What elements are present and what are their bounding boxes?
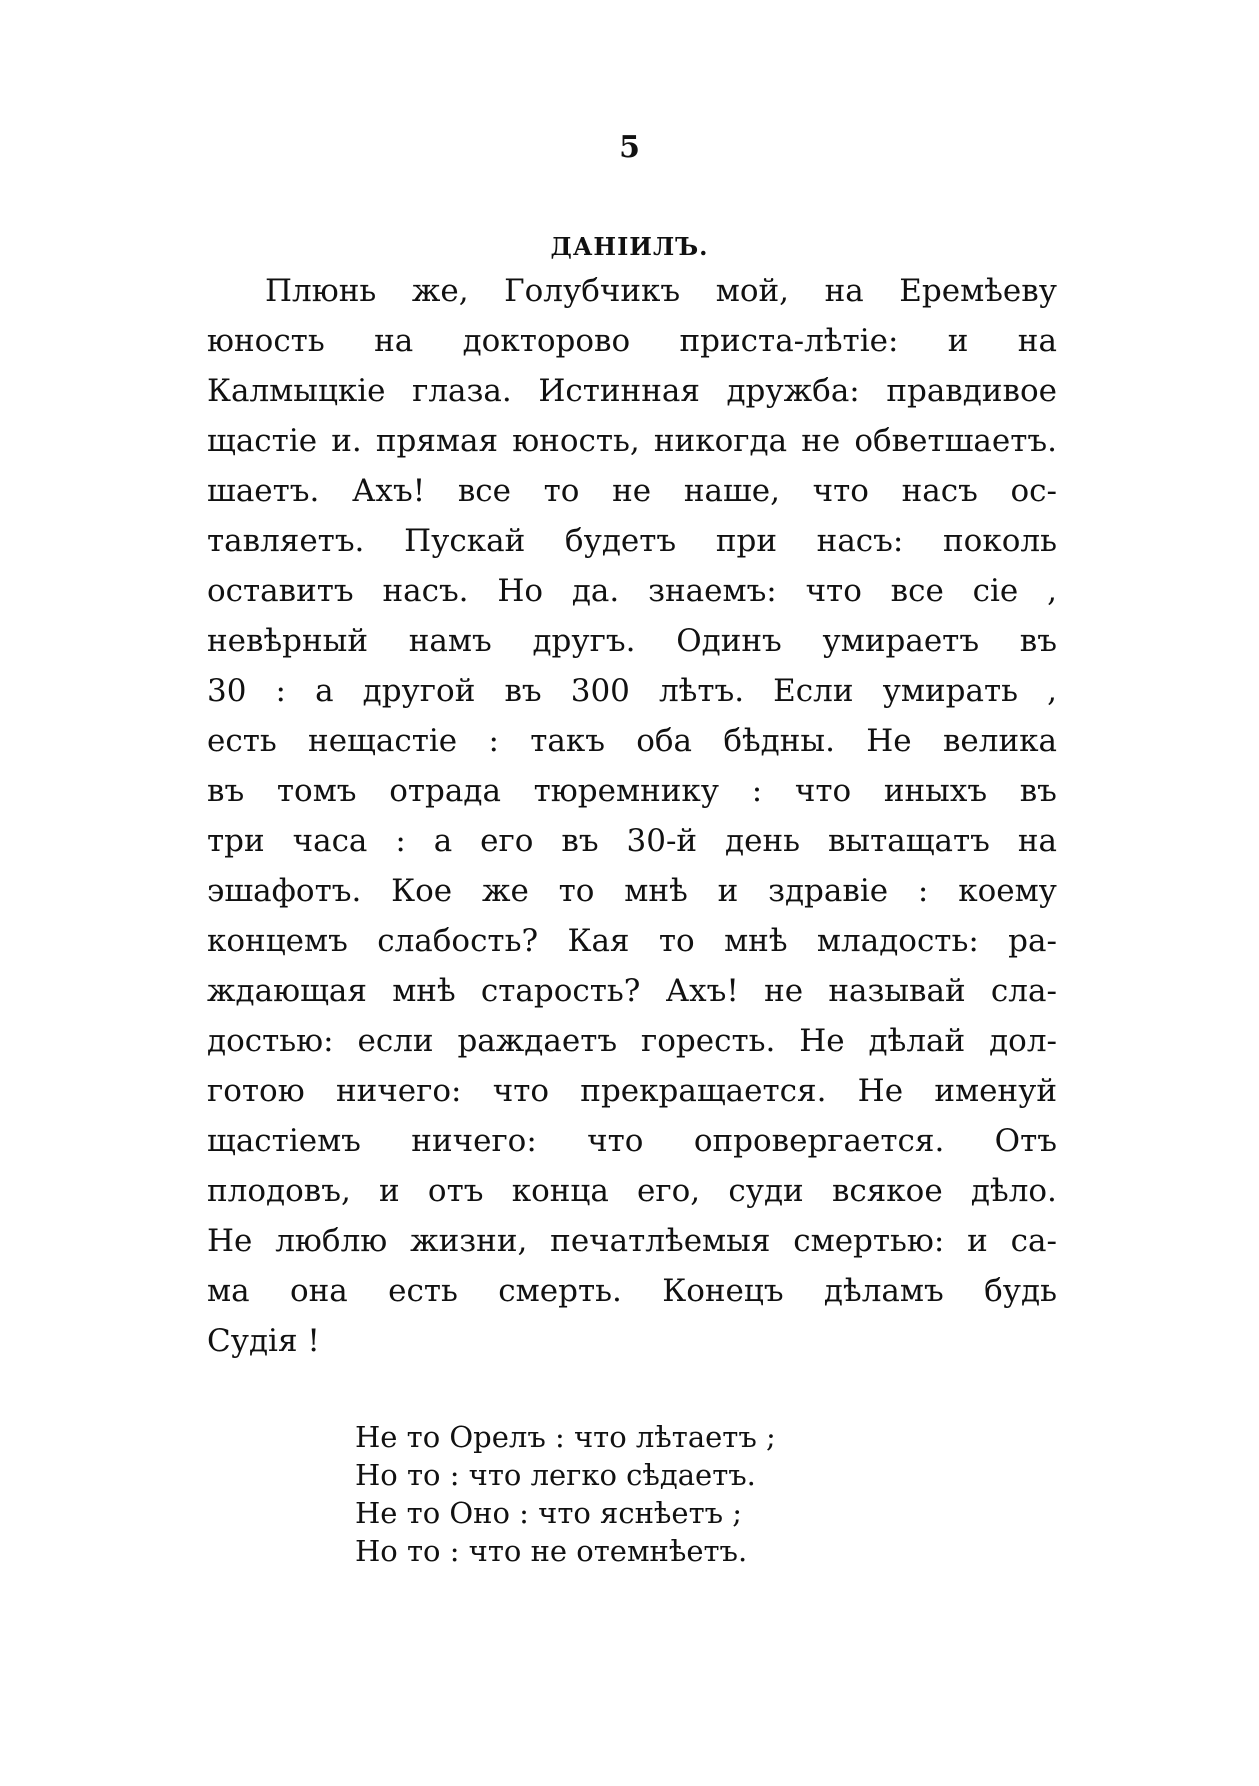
prose-line: эшафотъ. Кое же то мнѣ и здравіе : коему <box>207 873 1057 909</box>
prose-line: оставитъ насъ. Но да. знаемъ: что все сіе , <box>207 573 1057 609</box>
verse-line: Не то Орелъ : что лѣтаетъ ; <box>355 1420 776 1454</box>
prose-line: шаетъ. Ахъ! все то не наше, что насъ ос- <box>207 473 1057 509</box>
prose-line: ждающая мнѣ старость? Ахъ! не называй сла- <box>207 973 1057 1009</box>
prose-line: юность на докторово приста-лѣтіе: и на <box>207 323 1057 359</box>
prose-line: невѣрный намъ другъ. Одинъ умираетъ въ <box>207 623 1057 659</box>
verse-line: Но то : что не отемнѣетъ. <box>355 1534 748 1568</box>
speaker-heading: ДАНІИЛЪ. <box>550 232 709 261</box>
prose-line: Плюнь же, Голубчикъ мой, на Еремѣеву <box>265 273 1057 309</box>
verse-line: Но то : что легко сѣдаетъ. <box>355 1458 756 1492</box>
prose-line: тавляетъ. Пускай будетъ при насъ: поколь <box>207 523 1057 559</box>
prose-block <box>207 266 1057 1366</box>
prose-line: достью: если раждаетъ горесть. Не дѣлай дол- <box>207 1023 1057 1059</box>
prose-line: концемъ слабость? Кая то мнѣ младость: ра- <box>207 923 1057 959</box>
prose-line: Не люблю жизни, печатлѣемыя смертью: и са- <box>207 1223 1057 1259</box>
verse-block <box>355 1418 955 1570</box>
prose-line: щастіемъ ничего: что опровергается. Отъ <box>207 1123 1057 1159</box>
prose-line: три часа : а его въ 30-й день вытащатъ на <box>207 823 1057 859</box>
prose-line: есть нещастіе : такъ оба бѣдны. Не велика <box>207 723 1057 759</box>
prose-line: въ томъ отрада тюремнику : что иныхъ въ <box>207 773 1057 809</box>
prose-line: щастіе и. прямая юность, никогда не обветшаетъ. <box>207 423 1057 459</box>
prose-line: 30 : а другой въ 300 лѣтъ. Если умирать , <box>207 673 1057 709</box>
prose-line: плодовъ, и отъ конца его, суди всякое дѣло. <box>207 1173 1057 1209</box>
prose-line: готою ничего: что прекращается. Не именуй <box>207 1073 1057 1109</box>
prose-line: ма она есть смерть. Конецъ дѣламъ будь <box>207 1273 1057 1309</box>
prose-line: Калмыцкіе глаза. Истинная дружба: правдивое <box>207 373 1057 409</box>
verse-line: Не то Оно : что яснѣетъ ; <box>355 1496 743 1530</box>
page-number: 5 <box>619 130 640 165</box>
prose-line: Судія ! <box>207 1323 320 1359</box>
